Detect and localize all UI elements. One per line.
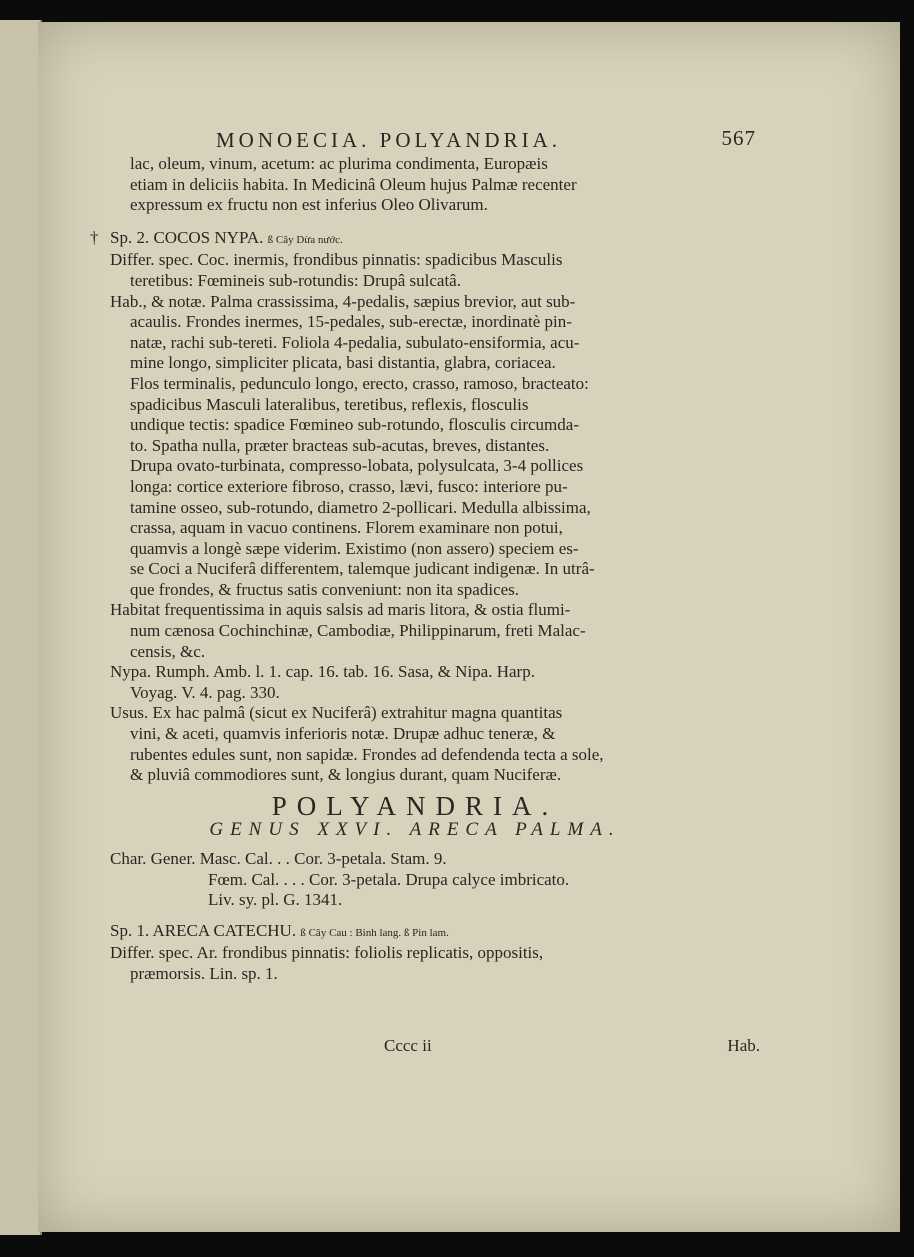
text-line: Voyag. V. 4. pag. 330.: [130, 682, 280, 702]
species-label: Sp. 2. COCOS NYPA.: [110, 227, 264, 247]
text-line: num cænosa Cochinchinæ, Cambodiæ, Philippinarum, freti Malac-: [130, 621, 586, 641]
text-line: longa: cortice exteriore fibroso, crasso, lævi, fusco: interiore pu-: [130, 476, 568, 496]
vernacular-name: ß Cây Dừa nước.: [267, 233, 343, 246]
running-title: MONOECIA. POLYANDRIA.: [216, 128, 561, 152]
book-page: [38, 22, 900, 1232]
text-line: Flos terminalis, pedunculo longo, erecto, crasso, ramoso, bracteato:: [130, 373, 589, 393]
text-body: [90, 154, 720, 985]
genus-title: GENUS XXVI. ARECA PALMA.: [209, 819, 621, 841]
species-heading: [90, 227, 720, 251]
char-line: Char. Gener. Masc. Cal. . . Cor. 3-petala. Stam. 9.: [110, 849, 447, 868]
char-line: Liv. sy. pl. G. 1341.: [208, 890, 343, 910]
text-line: Differ. spec. Coc. inermis, frondibus pinnatis: spadicibus Masculis: [110, 250, 563, 270]
species-label: Sp. 1. ARECA CATECHU.: [110, 920, 297, 940]
signature-mark: Cccc ii: [384, 1036, 432, 1055]
text-line: que frondes, & fructus satis conveniunt: non ita spadices.: [130, 579, 520, 599]
dagger-mark: †: [90, 227, 99, 247]
text-line: rubentes edules sunt, non sapidæ. Frondes ad defendenda tecta a sole,: [130, 744, 604, 764]
text-line: crassa, aquam in vacuo continens. Florem examinare non potui,: [130, 518, 563, 538]
text-line: vini, & aceti, quamvis inferioris notæ. Drupæ adhuc teneræ, &: [130, 724, 556, 744]
text-line: natæ, rachi sub-tereti. Foliola 4-pedalia, subulato-ensiformia, acu-: [130, 332, 580, 352]
text-line: censis, &c.: [130, 641, 206, 661]
text-line: Nypa. Rumph. Amb. l. 1. cap. 16. tab. 16. Sasa, & Nipa. Harp.: [110, 662, 535, 682]
text-line: lac, oleum, vinum, acetum: ac plurima condimenta, Europæis: [130, 154, 548, 173]
text-line: tamine osseo, sub-rotundo, diametro 2-pollicari. Medulla albissima,: [130, 497, 591, 517]
facing-page-edge: [0, 20, 42, 1235]
text-line: & pluviâ commodiores sunt, & longius durant, quam Nuciferæ.: [130, 765, 562, 785]
section-title: POLYANDRIA.: [271, 790, 559, 821]
text-line: etiam in deliciis habita. In Medicinâ Oleum hujus Palmæ recenter: [130, 174, 577, 194]
text-line: acaulis. Frondes inermes, 15-pedales, sub-erectæ, inordinatè pin-: [130, 312, 572, 332]
page-number: 567: [721, 126, 756, 150]
text-line: mine longo, simpliciter plicata, basi distantia, glabra, coriacea.: [130, 353, 556, 373]
text-line: spadicibus Masculi lateralibus, teretibus, reflexis, flosculis: [130, 394, 529, 414]
text-line: Drupa ovato-turbinata, compresso-lobata, polysulcata, 3-4 pollices: [130, 456, 584, 476]
running-header: [216, 128, 756, 153]
text-line: præmorsis. Lin. sp. 1.: [130, 963, 278, 983]
text-line: to. Spatha nulla, præter bracteas sub-acutas, breves, distantes.: [130, 435, 550, 455]
text-line: se Coci a Nuciferâ differentem, talemque judicant indigenæ. In utrâ-: [130, 559, 595, 579]
vernacular-name: ß Cây Cau : Binh lang. ß Pin lam.: [300, 926, 449, 939]
catchword: Hab.: [727, 1036, 760, 1055]
text-line: quamvis a longè sæpe viderim. Existimo (non assero) speciem es-: [130, 538, 579, 558]
char-line: Fœm. Cal. . . . Cor. 3-petala. Drupa calyce imbricato.: [208, 869, 570, 889]
text-line: expressum ex fructu non est inferius Oleo Olivarum.: [130, 195, 488, 215]
text-line: Habitat frequentissima in aquis salsis ad maris litora, & ostia flumi-: [110, 600, 571, 620]
text-line: teretibus: Fœmineis sub-rotundis: Drupâ sulcatâ.: [130, 270, 461, 290]
text-line: Differ. spec. Ar. frondibus pinnatis: foliolis replicatis, oppositis,: [110, 943, 544, 963]
text-line: Hab., & notæ. Palma crassissima, 4-pedalis, sæpius brevior, aut sub-: [110, 291, 576, 311]
text-line: Usus. Ex hac palmâ (sicut ex Nuciferâ) extrahitur magna quantitas: [110, 703, 563, 723]
text-line: undique tectis: spadice Fœmineo sub-rotundo, flosculis circumda-: [130, 415, 579, 435]
species-description: [110, 250, 720, 785]
species-heading: [110, 921, 720, 944]
